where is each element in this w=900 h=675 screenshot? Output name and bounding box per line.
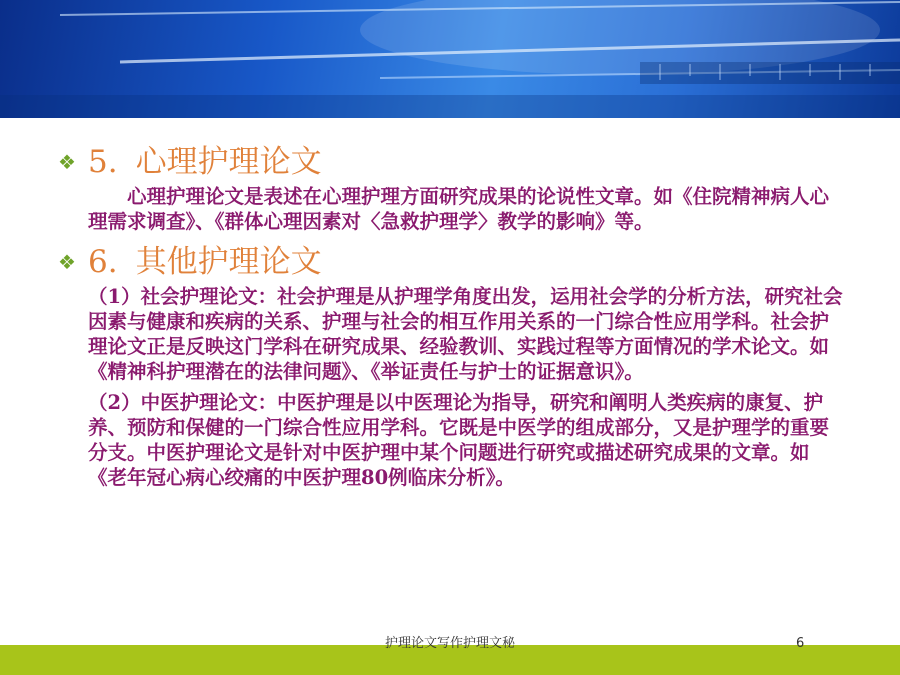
- slide-content: [58, 140, 848, 490]
- banner-decoration: [0, 0, 900, 118]
- page-number: 6: [796, 636, 805, 651]
- section6-number: 6.: [88, 244, 118, 280]
- section6-title: 其他护理论文: [135, 244, 322, 280]
- diamond-bullet-icon: ❖: [58, 250, 76, 274]
- footer-text: 护理论文写作护理文秘: [384, 636, 515, 651]
- header-banner: [0, 0, 900, 118]
- section6-heading: [58, 240, 848, 284]
- section5-title: 心理护理论文: [135, 144, 322, 180]
- section5-body: 心理护理论文是表述在心理护理方面研究成果的论说性文章。如《住院精神病人心理需求调查》、《群体心理因素对〈急救护理学〉教学的影响》等。: [88, 185, 830, 233]
- section5-heading: [58, 140, 848, 184]
- diamond-bullet-icon: ❖: [58, 150, 76, 174]
- section6-para1: （1）社会护理论文：社会护理是从护理学角度出发，运用社会学的分析方法，研究社会因素与健康和疾病的关系、护理与社会的相互作用关系的一门综合性应用学科。社会护理论文正是反映这门学科在研究成果、经验教训、实践过程等方面情况的学术论文。如《精神科护理潜在的法律问题》、《举证责任与护士的证据意识》。: [88, 285, 843, 383]
- section5-number: 5.: [88, 144, 118, 180]
- section6-para2: （2）中医护理论文：中医护理是以中医理论为指导，研究和阐明人类疾病的康复、护养、预防和保健的一门综合性应用学科。它既是中医学的组成部分，又是护理学的重要分支。中医护理论文是针对中医护理中某个问题进行研究或描述研究成果的文章。如《老年冠心病心绞痛的中医护理80例临床分析》。: [88, 391, 830, 489]
